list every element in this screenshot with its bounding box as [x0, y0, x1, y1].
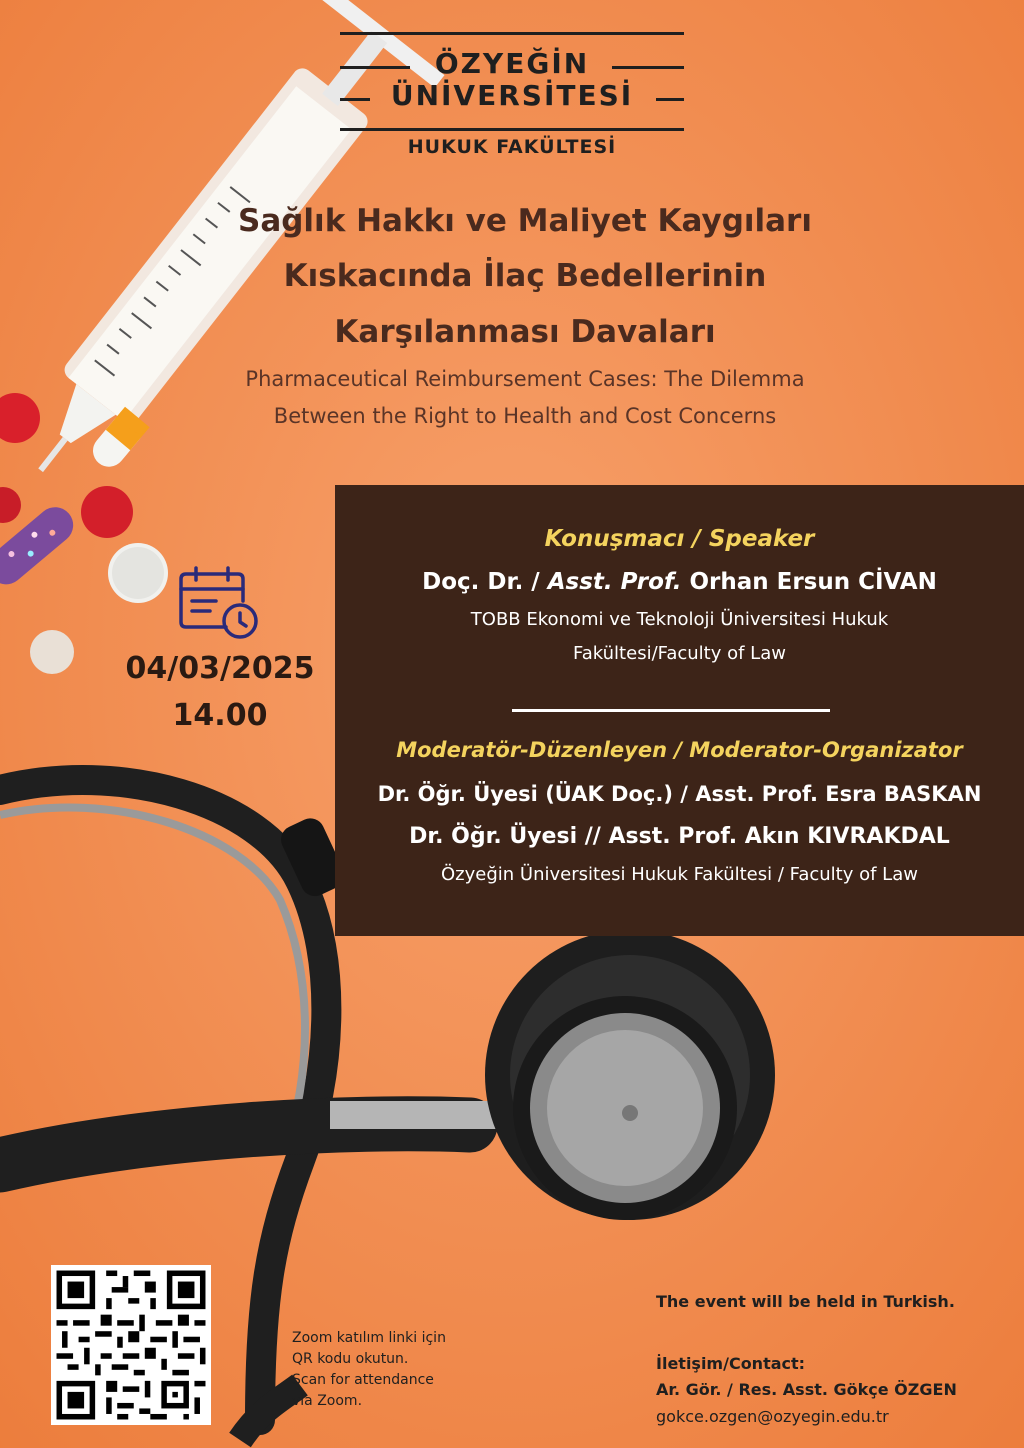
title-en-line2: Between the Right to Health and Cost Concerns: [273, 404, 777, 428]
speaker-affiliation-line1: TOBB Ekonomi ve Teknoloji Üniversitesi Hukuk: [470, 609, 889, 630]
speaker-title-en: Asst. Prof.: [547, 569, 682, 595]
moderator-1: Dr. Öğr. Üyesi (ÜAK Doç.) / Asst. Prof. Esra BASKAN: [377, 782, 982, 806]
logo-bottom-rule: [340, 128, 684, 131]
speaker-title-tr: Doç. Dr. /: [422, 569, 540, 595]
qr-code[interactable]: [51, 1265, 211, 1425]
speaker-panel: [335, 485, 1024, 936]
contact-heading: İletişim/Contact:: [656, 1354, 806, 1373]
title-tr-line2: Kıskacında İlaç Bedellerinin: [283, 258, 767, 294]
logo-faculty: HUKUK FAKÜLTESİ: [407, 136, 617, 158]
moderator-2: Dr. Öğr. Üyesi // Asst. Prof. Akın KIVRAKDAL: [409, 824, 950, 849]
qr-caption-line1: Zoom katılım linki için: [292, 1330, 446, 1346]
logo-line2: ÜNİVERSİTESİ: [390, 79, 634, 112]
qr-caption-line4: via Zoom.: [292, 1393, 363, 1409]
qr-caption-line2: QR kodu okutun.: [292, 1351, 409, 1367]
title-tr-line1: Sağlık Hakkı ve Maliyet Kaygıları: [238, 203, 812, 239]
contact-name: Ar. Gör. / Res. Asst. Gökçe ÖZGEN: [656, 1380, 957, 1399]
logo-line1: ÖZYEĞİN: [434, 47, 590, 80]
speaker-name-line: [335, 565, 1024, 599]
logo-top-rule: [340, 32, 684, 35]
title-en-line1: Pharmaceutical Reimbursement Cases: The Dilemma: [245, 367, 805, 391]
panel-divider: [512, 709, 830, 712]
speaker-affiliation-line2: Fakültesi/Faculty of Law: [573, 643, 786, 664]
stethoscope-head: [485, 930, 775, 1220]
qr-caption: [292, 1328, 482, 1412]
event-time: 14.00: [172, 698, 268, 733]
moderator-affiliation: Özyeğin Üniversitesi Hukuk Fakültesi / Faculty of Law: [441, 864, 918, 885]
title-tr-line3: Karşılanması Davaları: [334, 314, 716, 350]
qr-code-pattern: [51, 1265, 211, 1425]
language-note: The event will be held in Turkish.: [656, 1292, 955, 1311]
moderator-heading: Moderatör-Düzenleyen / Moderator-Organizator: [396, 738, 963, 762]
event-date: 04/03/2025: [125, 651, 315, 686]
speaker-name: Orhan Ersun CİVAN: [689, 569, 937, 595]
contact-email[interactable]: gokce.ozgen@ozyegin.edu.tr: [656, 1407, 889, 1426]
speaker-heading: Konuşmacı / Speaker: [544, 526, 815, 552]
calendar-clock-icon: [176, 565, 260, 641]
qr-caption-line3: Scan for attendance: [292, 1372, 434, 1388]
